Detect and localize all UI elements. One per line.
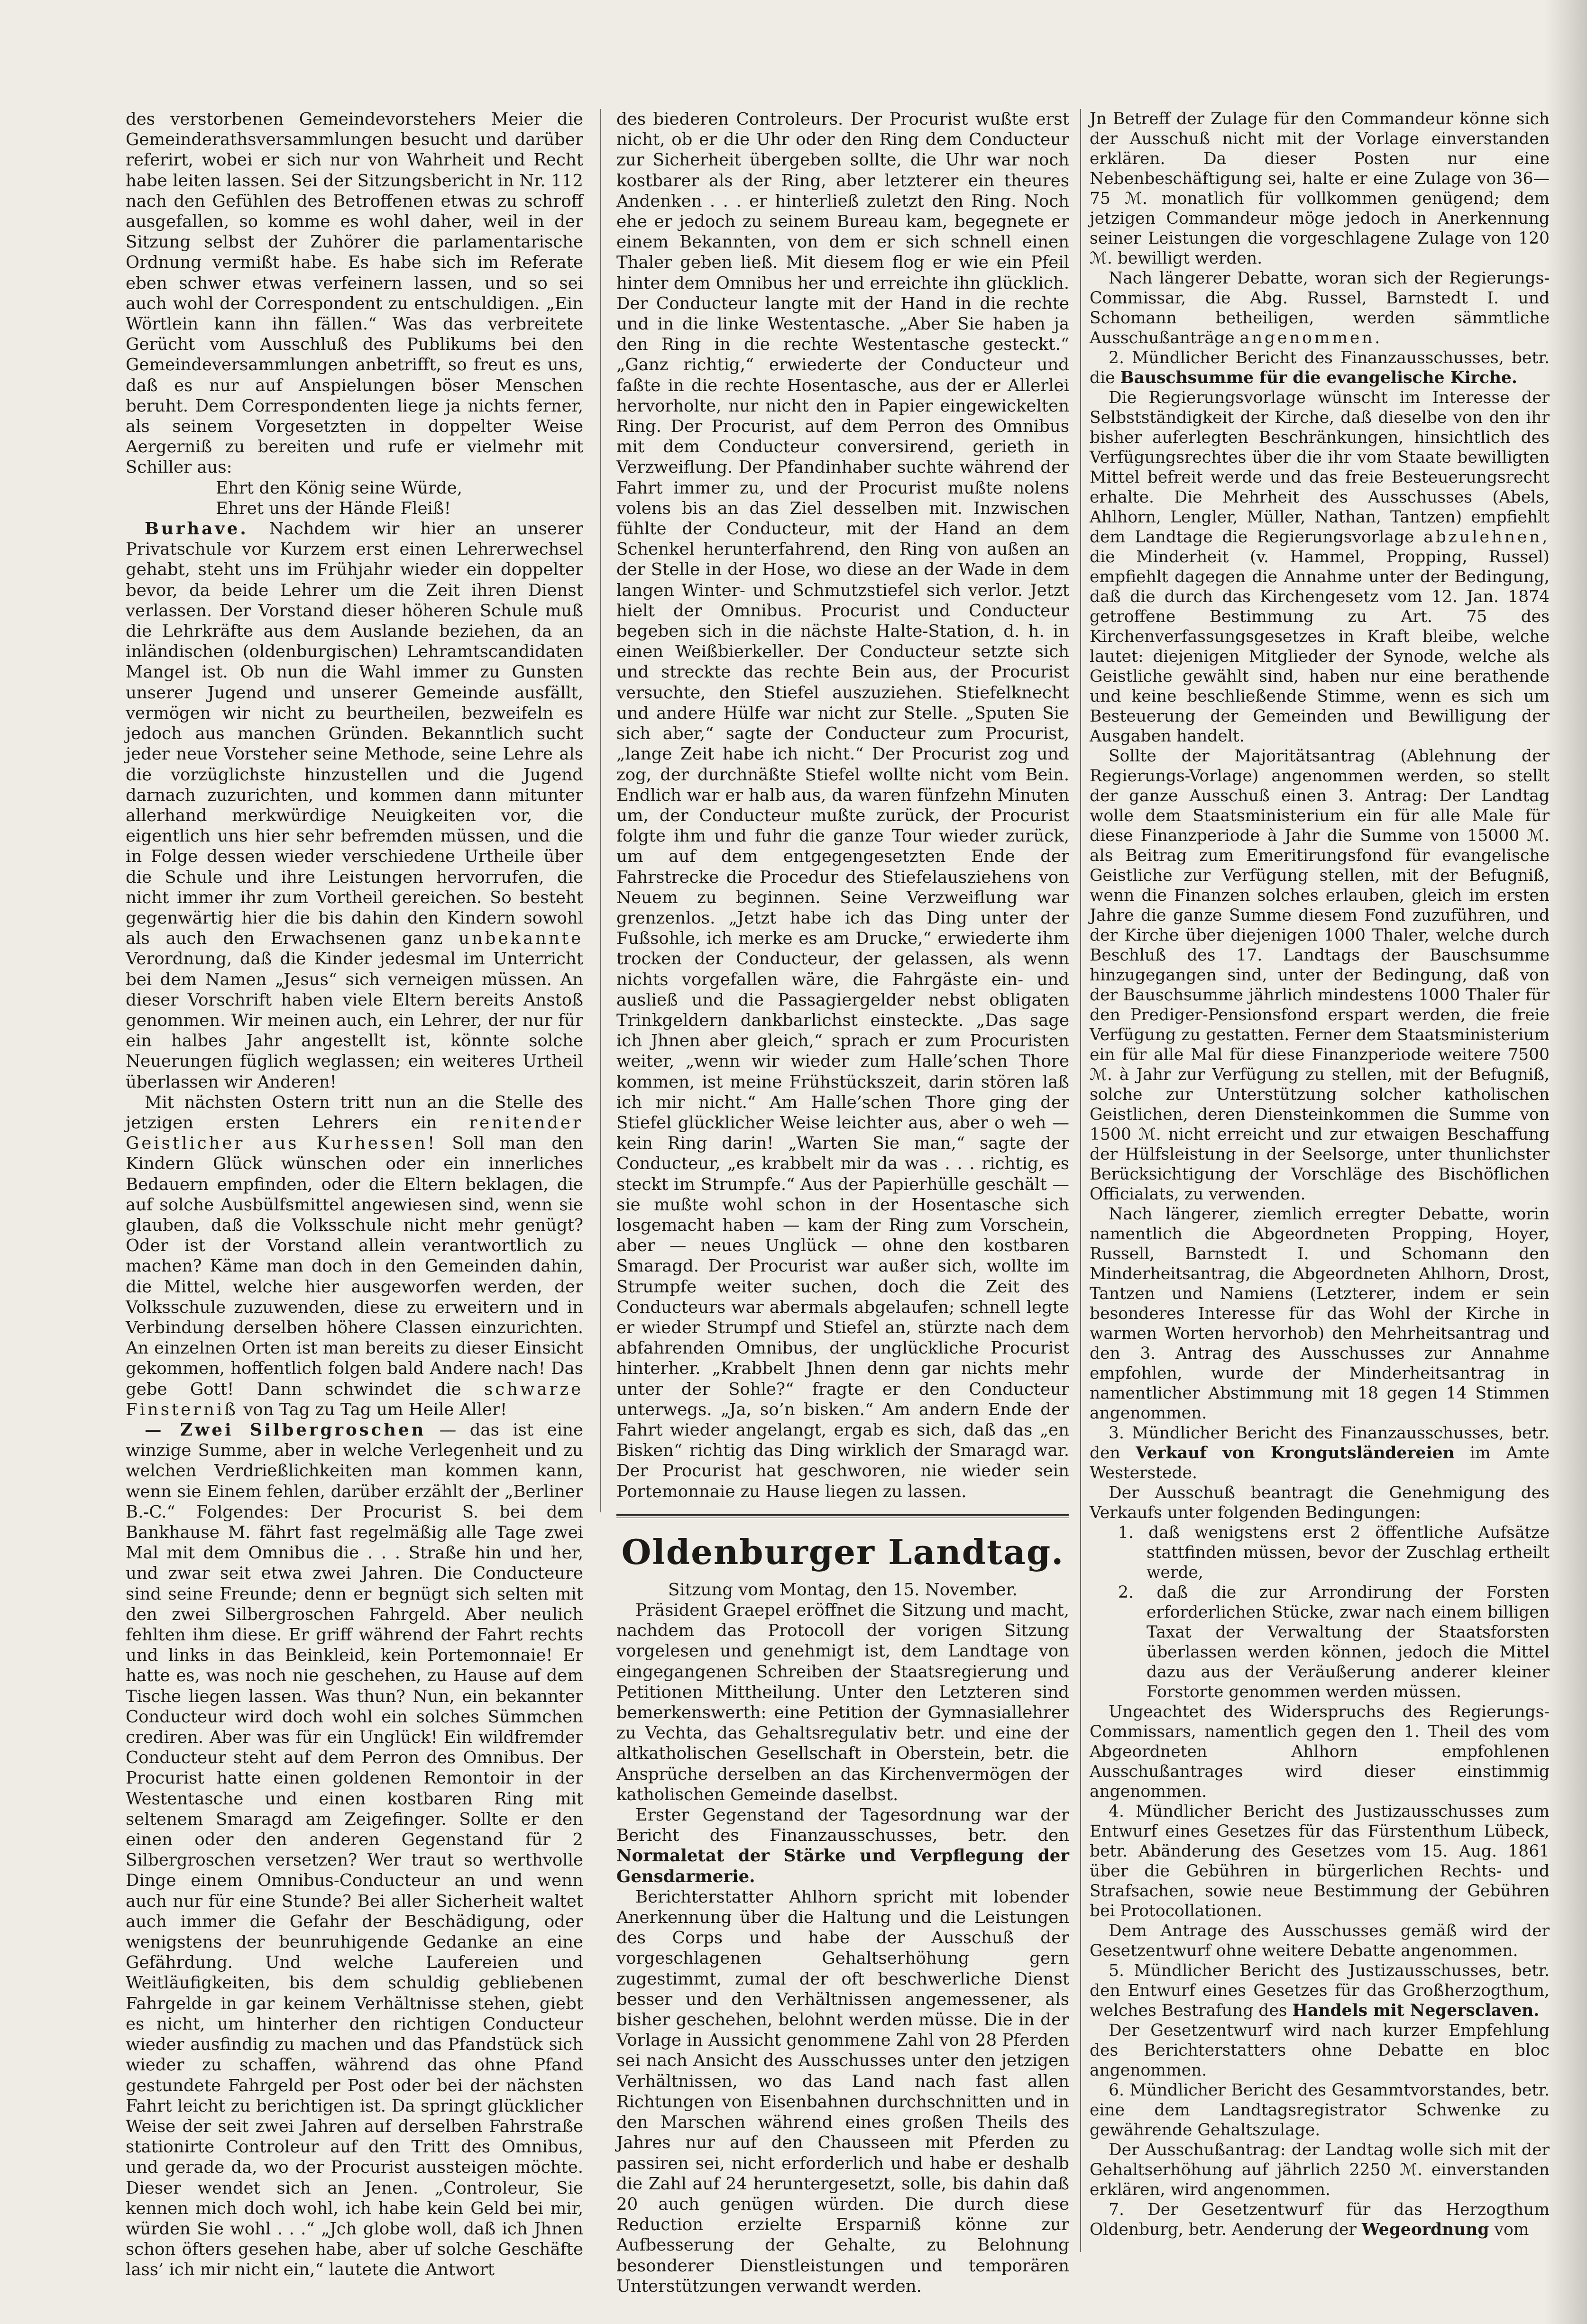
paragraph: [1090, 1423, 1550, 1483]
paragraph: Berichterstatter Ahlhorn spricht mit lobender Anerkennung über die Haltung und die Leistungen des Corps und habe der Ausschuß der vorgeschlagenen Gehaltserhöhung gern zugestimmt, zumal der oft beschwerliche Dienst besser und den Verhältnissen angemessener, als bisher geschehen, belohnt werden müsse. Die in der Vorlage in Aussicht genommene Zahl von 28 Pferden sei nach Ansicht des Ausschusses unter den jetzigen Verhältnissen, wo das Land nach fast allen Richtungen von Eisenbahnen durchschnitten und in den Marschen während eines großen Theils des Jahres nur auf den Chausseen mit Pferden zu passiren sei, nicht erforderlich und habe er deshalb die Zahl auf 24 heruntergesetzt, solle, bis dahin daß 20 auch genügen würden. Die durch diese Reduction erzielte Ersparniß könne zur Aufbesserung der Gehalte, zu Belohnung besonderer Dienstleistungen und temporären Unterstützungen verwandt werden.: [616, 1887, 1069, 2296]
paragraph: Der Ausschußantrag: der Landtag wolle sich mit der Gehaltserhöhung auf jährlich 2250 ℳ. einverstanden erklären, wird angenommen.: [1090, 2141, 1550, 2199]
column-left: [126, 109, 583, 2280]
paragraph-text: Verordnung, daß die Kinder jedesmal im Unterricht bei dem Namen „Jesus“ sich verneigen müssen. An dieser Vorschrift haben viele Eltern bereits Anstoß genommen. Wir meinen auch, ein Lehrer, der nur für ein halbes Jahr angestellt ist, könnte solche Neuerungen füglich weglassen; ein weiteres Urtheil überlassen wir Anderen!: [126, 949, 583, 1092]
paragraph-text: — das ist eine winzige Summe, aber in welche Verlegenheit und zu welchen Verdrießlichkeiten man kommen kann, wenn sie Einem fehlen, darüber erzählt der „Berliner B.-C.“ Folgendes: Der Procurist S. bei dem Bankhause M. fährt fast regelmäßig alle Tage zwei Mal mit dem Omnibus die . . . Straße hin und her, und zwar seit etwa zwei Jahren. Die Conducteure sind seine Freunde; denn er begnügt sich selten mit den zwei Silbergroschen Fahrgeld. Aber neulich fehlten ihm diese. Er griff während der Fahrt rechts und links in das Beinkleid, kein Portemonnaie! Er hatte es, was noch nie geschehen, zu Hause auf dem Tische liegen lassen. Was thun? Nun, ein bekannter Conducteur wird doch wohl ein solches Sümmchen crediren. Aber was für ein Unglück! Ein wildfremder Conducteur steht auf dem Perron des Omnibus. Der Procurist hatte einen goldenen Remontoir in der Westentasche und einen kostbaren Ring mit seltenem Smaragd am Zeigefinger. Sollte er den einen oder den anderen Gegenstand für 2 Silbergroschen versetzen? Wer traut so werthvolle Dinge einem Omnibus-Conducteur an und wenn auch nur für eine Stunde? Bei aller Sicherheit waltet auch immer die Gefahr der Beschädigung, oder wenigstens der beunruhigende Gedanke an eine Gefährdung. Und welche Laufereien und Weitläufigkeiten, bis dem schuldig gebliebenen Fahrgelde in gar keinem Verhältnisse stehen, giebt es nicht, um hinterher den richtigen Conducteur wieder ausfindig zu machen und das Pfandstück sich wieder zu schaffen, während das ohne Pfand gestundete Fahrgeld per Post oder bei der nächsten Fahrt leicht zu berichtigen ist. Da springt glücklicher Weise der seit zwei Jahren auf derselben Fahrstraße stationirte Controleur auf den Tritt des Omnibus, und gerade da, wo der Procurist aussteigen möchte. Dieser wendet sich an Jenen. „Controleur, Sie kennen mich doch wohl, ich habe kein Geld bei mir, würden Sie wohl . . .“ „Jch globe woll, daß ich Jhnen schon öfters gesehen habe, aber uf solche Geschäfte lass’ ich mir nicht ein,“ lautete die Antwort: [126, 1420, 583, 2280]
article-title-burhave: Burhave.: [145, 519, 248, 539]
paragraph-silbergroschen: [126, 1420, 583, 2280]
spaced-text: schwarze Finsterniß: [126, 1379, 583, 1419]
paragraph: [1090, 1961, 1550, 2021]
spaced-text: angenommen.: [1239, 329, 1382, 348]
paragraph: Nach längerer, ziemlich erregter Debatte, worin namentlich die Abgeordneten Propping, Hoyer, Russell, Barnstedt I. und Schomann den Minderheitsantrag, die Abgeordneten Ahlhorn, Drost, Tantzen und Namiens (Letzterer, indem er sein besonderes Interesse für das Wohl der Kirche in warmen Worten hervorhob) den Mehrheitsantrag und den 3. Antrag des Ausschusses zur Annahme empfohlen, wurde der Minderheitsantrag in namentlicher Abstimmung mit 18 gegen 14 Stimmen angenommen.: [1090, 1205, 1550, 1423]
paragraph-text: im Amte Westerstede.: [1090, 1444, 1550, 1482]
column-rule-right: [1080, 109, 1081, 2252]
list-item: 1. daß wenigstens erst 2 öffentliche Aufsätze stattfinden müssen, bevor der Zuschlag ertheilt werde,: [1118, 1523, 1550, 1582]
paragraph: Sollte der Majoritätsantrag (Ablehnung der Regierungs-Vorlage) angenommen werden, so stellt der ganze Ausschuß einen 3. Antrag: Der Landtag wolle dem Staatsministerium ein für alle Male für diese Finanzperiode à Jahr die Summe von 15000 ℳ. als Beitrag zum Emeritirungsfond für evangelische Geistliche zur Verfügung stellen, mit der Befugniß, wenn die Finanzen solches erlauben, gleich im ersten Jahre die ganze Summe diesem Fond zuzuführen, und der Kirche über diejenigen 1000 Thaler, welche durch Beschluß des 17. Landtags der Bauschsumme hinzugegangen sind, unter der Bedingung, daß von der Bauschsumme jährlich mindestens 1000 Thaler für den Prediger-Pensionsfond erspart werden, die freie Verfügung zu gestatten. Ferner dem Staatsministerium ein für alle Mal für diese Finanzperiode weitere 7500 ℳ. à Jahr zur Verfügung zu stellen, mit der Befugniß, solche zur Unterstützung solcher katholischen Geistlichen, deren Diensteinkommen die Summe von 1500 ℳ. nicht erreicht und zur etwaigen Beschaffung der Hülfsleistung in der Seelsorge, unter thunlichster Berücksichtigung der Vorschläge des Bischöflichen Officialats, zu verwenden.: [1090, 747, 1550, 1204]
paragraph: Präsident Graepel eröffnet die Sitzung und macht, nachdem das Protocoll der vorigen Sitzung vorgelesen und genehmigt ist, dem Landtage von eingegangenen Schreiben der Staatsregierung und Petitionen Mittheilung. Unter den Letzteren sind bemerkenswerth: eine Petition der Gymnasiallehrer zu Vechta, das Gehaltsregulativ betr. und eine der altkatholischen Gesellschaft in Oberstein, betr. die Ansprüche derselben an das Kirchenvermögen der katholischen Gemeinde daselbst.: [616, 1601, 1069, 1804]
bold-topic: Handels mit Negersclaven.: [1292, 2001, 1540, 2020]
article-title-silbergroschen: — Zwei Silbergroschen: [145, 1420, 426, 1440]
paragraph: Ungeachtet des Widerspruchs des Regierungs-Commissars, namentlich gegen den 1. Theil des vom Abgeordneten Ahlhorn empfohlenen Ausschußantrages wird dieser einstimmig angenommen.: [1090, 1702, 1550, 1801]
paragraph-text: Mit nächsten Ostern tritt nun an die Stelle des jetzigen ersten Lehrers ein: [126, 1092, 583, 1133]
session-date: Sitzung vom Montag, den 15. November.: [668, 1580, 1018, 1600]
bold-topic: Verkauf von Krongutsländereien: [1136, 1444, 1455, 1463]
column-rule-left: [600, 109, 601, 1512]
paragraph: [616, 1805, 1069, 1887]
bold-topic: Normaletat der Stärke und Verpflegung der Gensdarmerie.: [616, 1846, 1069, 1886]
paragraph: Der Ausschuß beantragt die Genehmigung des Verkaufs unter folgenden Bedingungen:: [1090, 1483, 1550, 1522]
paragraph-text: 2. Mündlicher Bericht des Finanzausschusses, betr. die: [1090, 348, 1550, 387]
bold-topic: Wegeordnung: [1361, 2220, 1489, 2239]
verse-line: Ehret uns der Hände Fleiß!: [216, 498, 451, 518]
section-heading: Oldenburger Landtag.: [621, 1531, 1064, 1572]
paragraph-burhave: [126, 519, 583, 1092]
paragraph: [1090, 268, 1550, 348]
paragraph-text: Die Regierungsvorlage wünscht im Interesse der Selbstständigkeit der Kirche, daß dieselbe von den ihr bisher auferlegten Beschränkungen, hinsichtlich des Verfügungsrechtes über die ihr vom Staate bewilligten Mittel befreit werde und das freie Besteuerungsrecht erhalte. Die Mehrheit des Ausschusses (Abels, Ahlhorn, Lengler, Müller, Nathan, Tantzen) empfiehlt dem Landtage die Regierungsvorlage: [1090, 388, 1550, 547]
paragraph-text: die Minderheit (v. Hammel, Propping, Russel) empfiehlt dagegen die Annahme unter der Bedingung, daß die durch das Kirchengesetz vom 12. Jan. 1874 getroffene Bestimmung zu Art. 75 des Kirchenverfassungsgesetzes in Kraft bleibe, welche lautet: diejenigen Mitglieder der Synode, welche als Geistliche gewählt sind, haben nur eine berathende und keine beschließende Stimme, wenn es sich um Besteuerung der Gemeinden und Bewilligung der Ausgaben handelt.: [1090, 548, 1550, 746]
spaced-text: renitender Geistlicher aus Kurhessen!: [126, 1113, 583, 1153]
paragraph: des verstorbenen Gemeindevorstehers Meier die Gemeinderathsversammlungen besucht und darüber referirt, wobei er sich nur von Wahrheit und Recht habe leiten lassen. Sei der Sitzungsbericht in Nr. 112 nach den Gefühlen des Betroffenen etwas zu schroff ausgefallen, so komme es wohl daher, weil in der Sitzung selbst der Zuhörer die parlamentarische Ordnung vermißt habe. Es habe sich im Referate eben schwer etwas verfeinern lassen, und so sei auch wohl der Correspondent zu entschuldigen. „Ein Wörtlein kann ihn fällen.“ Was das verbreitete Gerücht vom Ausschluß des Publikums bei den Gemeindeversammlungen anbetrifft, so freut es uns, daß es nur auf Anspielungen böser Menschen beruht. Dem Correspondenten liege ja nichts ferner, als seinem Vorgesetzten in doppelter Weise Aergerniß zu bereiten und rufe er vielmehr mit Schiller aus:: [126, 110, 583, 477]
paragraph: Der Gesetzentwurf wird nach kurzer Empfehlung des Berichterstatters ohne Debatte en bloc angenommen.: [1090, 2021, 1550, 2080]
paragraph: [1090, 348, 1550, 388]
paragraph-text: Nach längerer Debatte, woran sich der Regierungs-Commissar, die Abg. Russel, Barnstedt I. und Schomann betheiligen, werden sämmtliche Ausschußanträge: [1090, 269, 1550, 348]
paragraph: des biederen Controleurs. Der Procurist wußte erst nicht, ob er die Uhr oder den Ring dem Conducteur zur Sicherheit übergeben sollte, die Uhr war noch kostbarer als der Ring, aber letzterer ein theures Andenken . . . er hinterließ zuletzt den Ring. Noch ehe er jedoch zu seinem Bureau kam, begegnete er einem Bekannten, von dem er sich schnell einen Thaler geben ließ. Mit diesem flog er wie ein Pfeil hinter dem Omnibus her und erreichte ihn glücklich. Der Conducteur langte mit der Hand in die rechte und in die linke Westentasche. „Aber Sie haben ja den Ring in die rechte Westentasche gesteckt.“ „Ganz richtig,“ erwiederte der Conducteur und faßte in die rechte Hosentasche, aus der er Allerlei hervorholte, nur nicht den in Papier eingewickelten Ring. Der Procurist, auf dem Perron des Omnibus mit dem Conducteur conversirend, gerieth in Verzweiflung. Der Pfandinhaber suchte während der Fahrt immer zu, und der Procurist mußte nolens volens bis an das Ziel desselben mit. Inzwischen fühlte der Conducteur, mit der Hand an dem Schenkel herunterfahrend, den Ring von außen an der Stelle in der Hose, wo diese an der Wade in dem langen Winter- und Schmutzstiefel sich verlor. Jetzt hielt der Omnibus. Procurist und Conducteur begeben sich in die nächste Halte-Station, d. h. in einen Weißbierkeller. Der Conducteur setzte sich und streckte das rechte Bein aus, der Procurist versuchte, den Stiefel auszuziehen. Stiefelknecht und andere Hülfe war nicht zur Stelle. „Sputen Sie sich aber,“ sagte der Conducteur zum Procurist, „lange Zeit habe ich nicht.“ Der Procurist zog und zog, der durchnäßte Stiefel wollte nicht vom Bein. Endlich war er halb aus, da waren fünfzehn Minuten um, der Conducteur mußte zurück, der Procurist folgte ihm und fuhr die ganze Tour wieder zurück, um auf dem entgegengesetzten Ende der Fahrstrecke die Procedur des Stiefelausziehens von Neuem zu beginnen. Seine Verzweiflung war grenzenlos. „Jetzt habe ich das Ding unter der Fußsohle, ich merke es am Drucke,“ erwiederte ihm trocken der Conducteur, der gelassen, als wenn nichts vorgefallen wäre, die Fahrgäste ein- und ausließ und die Passagiergelder nebst obligaten Trinkgeldern dankbarlichst einsteckte. „Das sage ich Jhnen aber gleich,“ sprach er zum Procuristen weiter, „wenn wir wieder zum Halle’schen Thore kommen, ist meine Frühstückszeit, darin stören laß ich mir nicht.“ Am Halle’schen Thore ging der Stiefel glücklicher Weise leichter aus, aber o weh — kein Ring darin! „Warten Sie man,“ sagte der Conducteur, „es krabbelt mir da was . . . richtig, es steckt im Strumpfe.“ Aus der Papierhülle geschält — sie mußte wohl schon in der Hosentasche sich losgemacht haben — kam der Ring zum Vorschein, aber — neues Unglück — ohne den kostbaren Smaragd. Der Procurist war außer sich, wollte im Strumpfe weiter suchen, doch die Zeit des Conducteurs war abermals abgelaufen; schnell legte er wieder Strumpf und Stiefel an, stürzte nach dem abfahrenden Omnibus, der unglückliche Procurist hinterher. „Krabbelt Jhnen denn gar nichts mehr unter der Sohle?“ fragte er den Conducteur unterwegs. „Ja, so’n bisken.“ Am andern Ende der Fahrt wieder angelangt, ergab es sich, daß das „en Bisken“ richtig das Ding wirklich der Smaragd war. Der Procurist hat geschworen, nie wieder sein Portemonnaie zu Hause liegen zu lassen.: [616, 110, 1069, 1501]
bold-topic: Bauschsumme für die evangelische Kirche.: [1120, 368, 1517, 387]
paragraph-text: Erster Gegenstand der Tagesordnung war der Bericht des Finanzausschusses, betr. den: [616, 1805, 1069, 1846]
paragraph: [126, 1092, 583, 1420]
paragraph: 4. Mündlicher Bericht des Justizausschusses zum Entwurf eines Gesetzes für das Fürstenthum Lübeck, betr. Abänderung des Gesetzes vom 15. Aug. 1861 über die Gebühren in bürgerlichen Rechts- und Strafsachen, sowie neue Bestimmung der Gebühren bei Protocollationen.: [1090, 1802, 1550, 1921]
paragraph-text: 7. Der Gesetzentwurf für das Herzogthum Oldenburg, betr. Aenderung der: [1090, 2200, 1550, 2239]
paragraph-text: Nachdem wir hier an unserer Privatschule vor Kurzem erst einen Lehrerwechsel gehabt, steht uns im Frühjahr wieder ein doppelter bevor, da beide Lehrer um die Zeit ihren Dienst verlassen. Der Vorstand dieser höheren Schule muß die Lehrkräfte aus dem Auslande beziehen, da an inländischen (oldenburgischen) Lehramtscandidaten Mangel ist. Ob nun die Wahl immer zu Gunsten unserer Jugend und unserer Gemeinde ausfällt, vermögen wir nicht zu beurtheilen, bezweifeln es jedoch aus manchen Gründen. Bekanntlich sucht jeder neue Vorsteher seine Methode, seine Lehre als die vorzüglichste hinzustellen und die Jugend darnach zuzurichten, und kommen dann mitunter allerhand merkwürdige Neuigkeiten vor, die eigentlich uns hier sehr befremden müssen, und die in Folge dessen wieder verschiedene Urtheile über die Schule und ihre Leistungen hervorrufen, die nicht immer ihr zum Vortheil gereichen. So besteht gegenwärtig hier die bis dahin den Kindern sowohl als auch den Erwachsenen ganz: [126, 519, 583, 949]
page-edge-shadow: [1544, 0, 1587, 2324]
paragraph-text: Soll man den Kindern Glück wünschen oder ein innerliches Bedauern empfinden, oder die Eltern beklagen, die auf solche Ausbülfsmittel angewiesen sind, wenn sie glauben, daß die Volksschule nicht mehr genügt? Oder ist der Vorstand allein verantwortlich zu machen? Käme man doch in den Gemeinden dahin, die Mittel, welche hier ausgeworfen werden, der Volksschule zuzuwenden, diese zu erweitern und in Verbindung derselben höhere Classen einzurichten. An einzelnen Orten ist man bereits zu dieser Einsicht gekommen, hoffentlich folgen bald Andere nach! Das gebe Gott! Dann schwindet die: [126, 1134, 583, 1399]
column-middle: [616, 109, 1069, 2297]
paragraph-text: 3. Mündlicher Bericht des Finanzausschusses, betr. den: [1090, 1424, 1550, 1463]
paragraph-text: 5. Mündlicher Bericht des Justizausschusses, betr. den Entwurf eines Gesetzes für das Großherzogthum, welches Bestrafung des: [1090, 1961, 1550, 2020]
paragraph: [1090, 388, 1550, 746]
paragraph-text: vom: [1494, 2220, 1529, 2239]
paragraph: Dem Antrage des Ausschusses gemäß wird der Gesetzentwurf ohne weitere Debatte angenommen.: [1090, 1921, 1550, 1960]
column-right: [1090, 109, 1550, 2240]
paragraph: 6. Mündlicher Bericht des Gesammtvorstandes, betr. eine dem Landtagsregistrator Schwenke zu gewährende Gehaltszulage.: [1090, 2081, 1550, 2140]
paragraph-text: von Tag zu Tag um Heile Aller!: [243, 1400, 507, 1419]
spaced-text: unbekannte: [459, 929, 583, 949]
list-item: 2. daß die zur Arrondirung der Forsten erforderlichen Stücke, zwar nach einem billigen Taxat der Verwaltung der Staatsforsten überlassen werden können, jedoch die Mittel dazu aus der Veräußerung anderer kleiner Forstorte genommen werden müssen.: [1118, 1583, 1550, 1702]
paragraph: [1090, 2200, 1550, 2240]
section-divider: [616, 1514, 1069, 1518]
spaced-text: abzulehnen,: [1423, 528, 1550, 547]
paragraph: Jn Betreff der Zulage für den Commandeur könne sich der Ausschuß nicht mit der Vorlage einverstanden erklären. Da dieser Posten nur eine Nebenbeschäftigung sei, halte er eine Zulage von 36—75 ℳ. monatlich für vollkommen genügend; dem jetzigen Commandeur möge jedoch in Anerkennung seiner Leistungen die vorgeschlagene Zulage von 120 ℳ. bewilligt werden.: [1090, 110, 1550, 268]
verse-line: Ehrt den König seine Würde,: [216, 478, 462, 498]
